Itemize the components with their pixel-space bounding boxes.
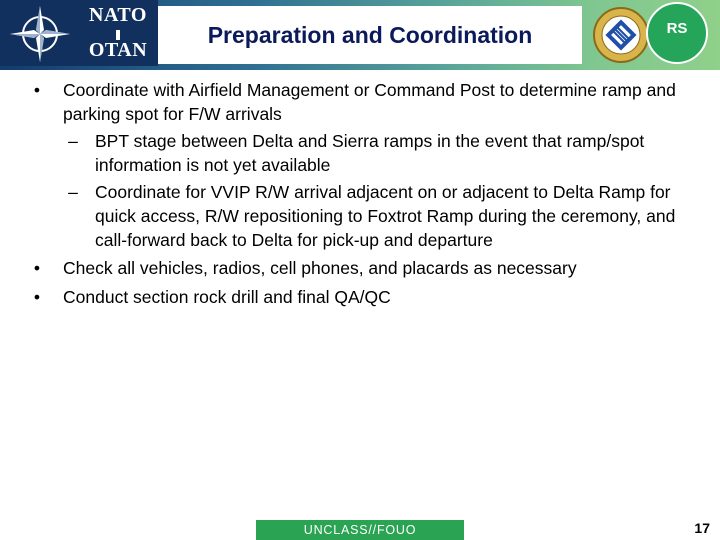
resolute-support-logo-icon — [646, 2, 708, 64]
bullet-marker: • — [33, 258, 41, 278]
nato-logo — [0, 0, 158, 66]
bullet-text: Check all vehicles, radios, cell phones, and placards as necessary — [63, 258, 577, 278]
sub-bullet-marker: – — [68, 131, 78, 151]
slide-body — [30, 78, 690, 309]
bullet-marker: • — [33, 80, 41, 100]
page-number: 17 — [694, 520, 710, 536]
bullet-marker: • — [33, 287, 41, 307]
bullet-item — [30, 78, 690, 126]
sub-bullet-text: Coordinate for VVIP R/W arrival adjacent on or adjacent to Delta Ramp for quick access, R/W repositioning to Foxtrot Ramp during the ceremony, and call-forward back to Delta for pick-up and departure — [95, 182, 676, 250]
bullet-text: Conduct section rock drill and final QA/QC — [63, 287, 391, 307]
sub-bullet-text: BPT stage between Delta and Sierra ramps in the event that ramp/spot information is not yet available — [95, 131, 645, 175]
nato-compass-star-icon — [6, 4, 74, 64]
slide-title: Preparation and Coordination — [207, 21, 533, 48]
classification-banner: UNCLASS//FOUO — [256, 520, 464, 540]
bullet-item — [30, 285, 690, 309]
nato-label: NATO — [89, 4, 147, 26]
bullet-text: Coordinate with Airfield Management or Command Post to determine ramp and parking spot for F/W arrivals — [63, 80, 676, 124]
rs-logo-text: RS — [666, 20, 688, 37]
slide-header — [0, 0, 720, 70]
otan-label: OTAN — [88, 39, 148, 61]
nato-wordmark — [82, 4, 154, 62]
sub-bullet-item — [30, 129, 690, 177]
third-infantry-division-badge-icon — [592, 2, 650, 68]
sub-bullet-item — [30, 180, 690, 252]
title-box — [158, 6, 582, 64]
sub-bullet-marker: – — [68, 182, 78, 202]
bullet-item — [30, 256, 690, 280]
